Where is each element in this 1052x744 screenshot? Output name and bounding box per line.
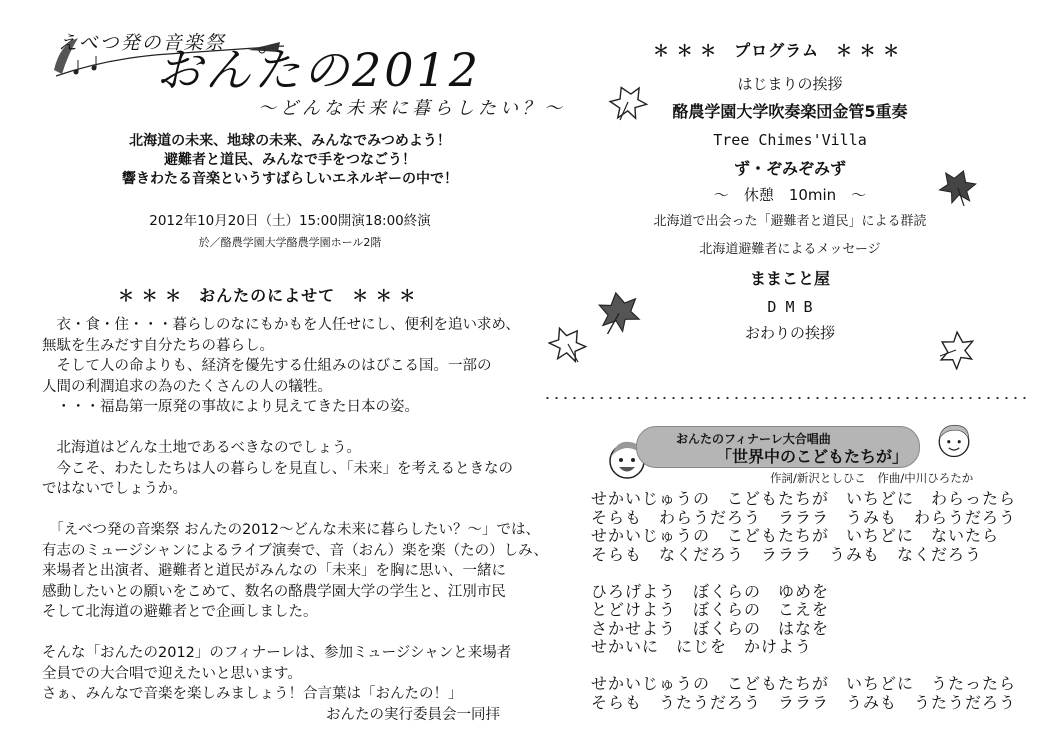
message-line: 「えべつ発の音楽祭 おんたの2012〜どんな未来に暮らしたい？〜」では、 bbox=[42, 522, 540, 538]
message-line: 北海道はどんな土地であるべきなのでしょう。 bbox=[42, 440, 361, 456]
left-section-heading: ＊ ＊ ＊ おんたのによせて ＊ ＊ ＊ bbox=[118, 286, 417, 305]
lyric-line: せかいじゅうの こどもたちが いちどに わらったら bbox=[591, 489, 1017, 508]
dotted-divider bbox=[543, 396, 1031, 400]
message-line: 感動したいとの願いをこめて、数名の酪農学園大学の学生と、江別市民 bbox=[42, 583, 506, 600]
child-face-icon bbox=[934, 420, 974, 460]
message-line: そして北海道の避難者とで企画しました。 bbox=[42, 604, 318, 620]
program-item: D M B bbox=[767, 298, 813, 316]
message-line: さぁ、みんなで音楽を楽しみましょう！合言葉は「おんたの！」 bbox=[42, 686, 463, 702]
paragraph-gap bbox=[42, 500, 512, 521]
lyric-line: とどけよう ぼくらの こえを bbox=[591, 600, 830, 619]
lyric-line: せかいじゅうの こどもたちが いちどに ないたら bbox=[591, 526, 1000, 545]
message-line: ・・・福島第一原発の事故により見えてきた日本の姿。 bbox=[42, 399, 419, 415]
logo-subtitle: 〜どんな未来に暮らしたい？〜 bbox=[258, 98, 566, 119]
slogan-line: 響きわたる音楽というすばらしいエネルギーの中で！ bbox=[122, 171, 458, 187]
slogans bbox=[70, 132, 510, 189]
lyric-line: さかせよう ぼくらの はなを bbox=[591, 618, 830, 638]
message-line: 今こそ、わたしたちは人の暮らしを見直し、「未来」を考えるときなの bbox=[42, 460, 513, 477]
program-heading: ＊ ＊ ＊ プログラム ＊ ＊ ＊ bbox=[653, 41, 901, 60]
program-item: ままこと屋 bbox=[749, 269, 830, 288]
finale-song-title: 「世界中のこどもたちが」 bbox=[716, 447, 909, 466]
leaf-icon bbox=[938, 166, 978, 206]
program-item: おわりの挨拶 bbox=[744, 324, 835, 342]
program-item: 北海道避難者によるメッセージ bbox=[699, 242, 881, 257]
logo-festival-name: えべつ発の音楽祭 bbox=[58, 32, 226, 54]
lyric-line: そらも なくだろう ラララ うみも なくだろう bbox=[591, 544, 983, 564]
program-item: 酪農学園大学吹奏楽団金管5重奏 bbox=[672, 102, 908, 121]
program-item: 〜 休憩 10min 〜 bbox=[713, 186, 867, 204]
program-item: はじまりの挨拶 bbox=[737, 75, 843, 93]
lyric-line: そらも わらうだろう ラララ うみも わらうだろう bbox=[591, 507, 1017, 527]
message-line: ではないでしょうか。 bbox=[42, 481, 187, 497]
message-line: 有志のミュージシャンによるライブ演奏で、音（おん）楽を楽（たの）しみ、 bbox=[42, 542, 548, 559]
signature: おんたの実行委員会一同拝 bbox=[326, 706, 500, 723]
leaf-icon bbox=[548, 324, 588, 364]
paragraph-gap bbox=[42, 623, 512, 644]
slogan-line: 北海道の未来、地球の未来、みんなでみつめよう！ bbox=[129, 133, 451, 149]
leaf-icon bbox=[936, 330, 976, 370]
lyric-line: ひろげよう ぼくらの ゆめを bbox=[591, 581, 830, 601]
lyric-line: そらも うたうだろう ラララ うみも うたうだろう bbox=[591, 692, 1017, 712]
program-item: 北海道で出会った「避難者と道民」による群読 bbox=[653, 214, 927, 229]
verse-gap bbox=[591, 657, 1016, 676]
paragraph-gap bbox=[42, 418, 512, 439]
leaf-icon bbox=[596, 288, 642, 334]
program-list bbox=[600, 72, 980, 346]
message-line: 来場者と出演者、避難者と道民がみんなの「未来」を胸に思い、一緒に bbox=[42, 563, 506, 579]
message-line: そんな「おんたの2012」のフィナーレは、参加ミュージシャンと来場者 bbox=[42, 645, 512, 661]
lyric-line: せかいじゅうの こどもたちが いちどに うたったら bbox=[591, 674, 1017, 693]
program-item: Tree Chimes'Villa bbox=[713, 131, 867, 149]
message-line: 無駄を生みだす自分たちの暮らし。 bbox=[42, 337, 274, 354]
verse-gap bbox=[591, 564, 1016, 583]
logo-title: おんたの2012 bbox=[156, 43, 482, 97]
event-date: 2012年10月20日（土）15:00開演18:00終演 bbox=[149, 213, 431, 229]
message-line: 衣・食・住・・・暮らしのなにもかもを人任せにし、便利を追い求め、 bbox=[42, 317, 520, 333]
slogan-line: 避難者と道民、みんなで手をつなごう！ bbox=[164, 152, 416, 168]
song-credits: 作詞/新沢としひこ 作曲/中川ひろたか bbox=[770, 471, 974, 485]
lyrics bbox=[591, 490, 1016, 712]
program-item: ず・ぞみぞみず bbox=[733, 159, 846, 178]
finale-intro: おんたのフィナーレ大合唱曲 bbox=[676, 432, 831, 446]
event-venue: 於／酪農学園大学酪農学園ホール2階 bbox=[198, 236, 382, 249]
message-body bbox=[42, 315, 548, 725]
message-line: 全員での大合唱で迎えたいと思います。 bbox=[42, 665, 302, 682]
message-line: そして人の命よりも、経済を優先する仕組みのはびこる国。一部の bbox=[42, 358, 492, 374]
message-line: 人間の利潤追求の為のたくさんの人の犠牲。 bbox=[42, 378, 332, 395]
lyric-line: せかいに にじを かけよう bbox=[591, 637, 813, 656]
leaf-icon bbox=[608, 82, 648, 122]
